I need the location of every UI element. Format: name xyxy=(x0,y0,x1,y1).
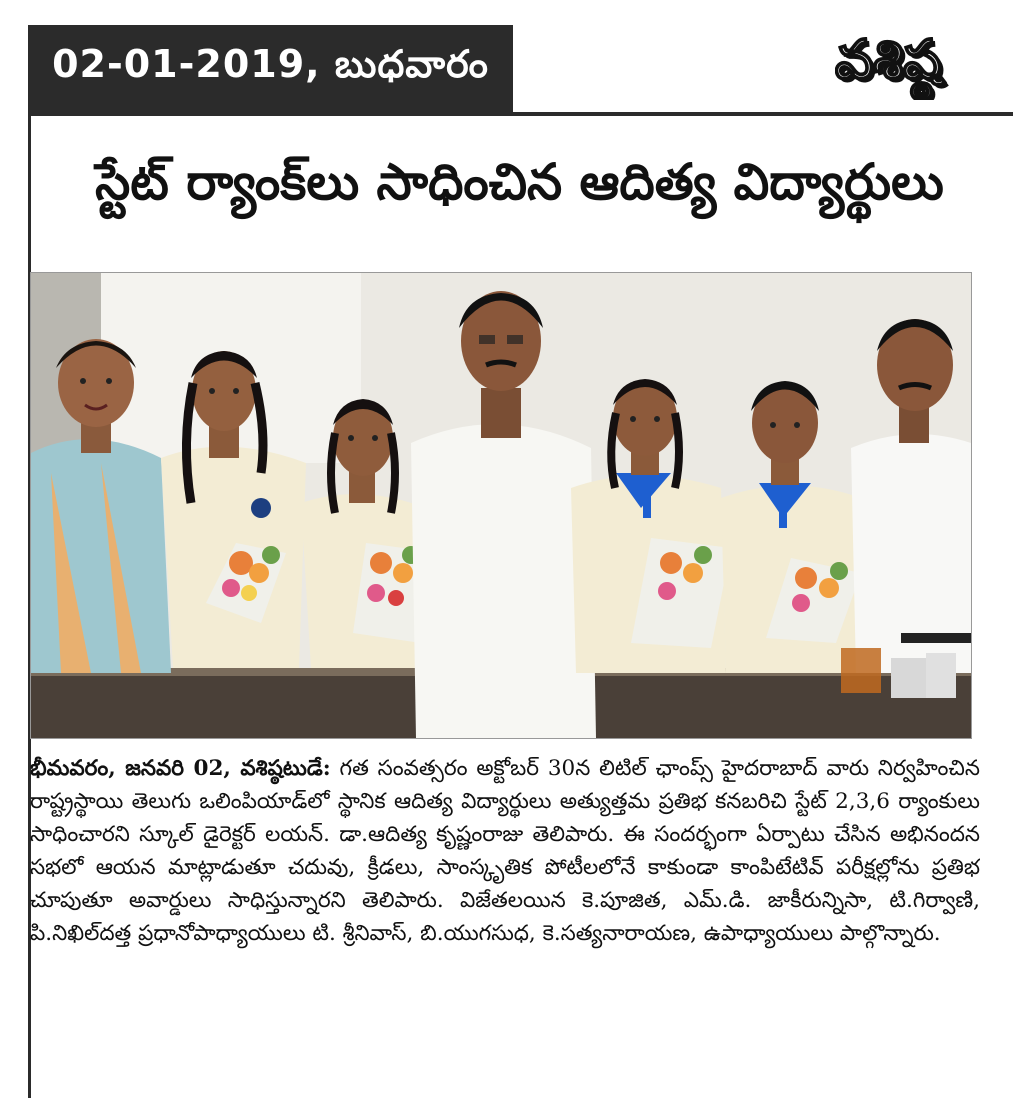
date-banner xyxy=(28,25,513,113)
edition-date: 02-01-2019, బుధవారం xyxy=(52,42,489,86)
article-body xyxy=(30,752,980,1088)
news-photo xyxy=(30,272,972,739)
frame-top-rule xyxy=(28,112,1013,116)
article-dateline: భీమవరం, జనవరి 02, వశిష్ఠటుడే: xyxy=(30,756,331,781)
group-photo-illustration xyxy=(31,273,971,738)
article-headline: స్టేట్ ర్యాంక్‌లు సాధించిన ఆదిత్య విద్యార్థులు xyxy=(95,152,944,211)
article-text: గత సంవత్సరం అక్టోబర్ 30న లిటిల్ ఛాంప్స్ హైదరాబాద్ వారు నిర్వహించిన రాష్ట్రస్థాయి తెలుగు ఒలింపియాడ్‌లో స్థానిక ఆదిత్య విద్యార్థులు అత్యుత్తమ ప్రతిభ కనబరిచి స్టేట్ 2,3,6 ర్యాంకులు సాధించారని స్కూల్ డైరెక్టర్ లయన్. డా.ఆదిత్య కృష్ణంరాజు తెలిపారు. ఈ సందర్భంగా ఏర్పాటు చేసిన అభినందన సభలో ఆయన మాట్లాడుతూ చదువు, క్రీడలు, సాంస్కృతిక పోటీలలోనే కాకుండా కాంపిటేటివ్ పరీక్షల్లోను ప్రతిభ చూపుతూ అవార్డులు సాధిస్తున్నారని తెలిపారు. విజేతలయిన కె.పూజిత, ఎమ్.డి. జాకీరున్నిసా, టి.గిర్వాణి, పి.నిఖిల్‌దత్త ప్రధానోపాధ్యాయులు టి. శ్రీనివాస్, బి.యుగసుధ, కె.సత్యనారాయణ, ఉపాధ్యాయులు పాల్గొన్నారు. xyxy=(30,756,980,946)
newspaper-masthead-logo: వశిష్ఠ xyxy=(835,28,942,91)
